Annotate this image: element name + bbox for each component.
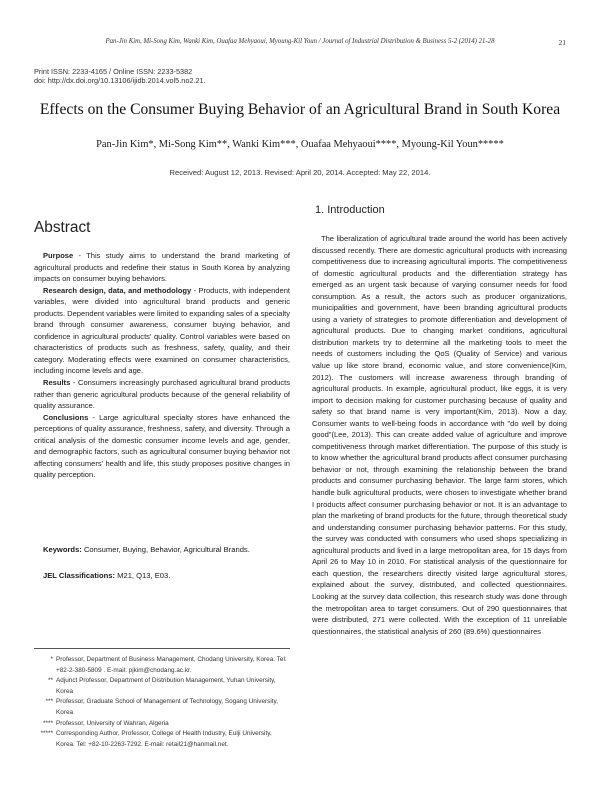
footnotes [34, 655, 290, 750]
introduction-heading: 1. Introduction [315, 204, 385, 216]
design-text: - Products, with independent variables, were divided into agricultural brand products and generic products. Dependent variables were limited to expanding sales of a specialty brand through consumer awareness, consumer buying behavior, and confidence in agricultural products' quality. Control variables were based on characteristics of products such as freshness, safety, quality, and their category. Moderating effects were examined on consumer characteristics, including income levels and age. [34, 285, 290, 376]
abstract-results [34, 377, 290, 412]
keywords-value: Consumer, Buying, Behavior, Agricultural Brands. [81, 545, 250, 554]
conclusions-text: - Large agricultural specialty stores have enhanced the perceptions of quality assurance, freshness, safety, and diversity. Through a critical analysis of the domestic consumer income levels and age, gender, and demographic factors, such as agricultural consumer buying behavior not affecting consumers' health and life, this study proposes positive changes in quality perception. [34, 412, 290, 480]
author-list: Pan-Jin Kim*, Mi-Song Kim**, Wanki Kim***, Ouafaa Mehyaoui****, Myoung-Kil Youn***** [96, 139, 504, 150]
footnote [34, 729, 290, 750]
jel-value: M21, Q13, E03. [115, 571, 171, 580]
design-label: Research design, data, and methodology [43, 285, 192, 295]
doi-line: doi: http://dx.doi.org/10.13106/ijidb.2014.vol5.no2.21. [34, 76, 206, 85]
results-label: Results [43, 378, 71, 388]
abstract-heading: Abstract [34, 219, 91, 236]
footnote-mark: ***** [40, 730, 53, 738]
footnote-mark: *** [45, 698, 53, 706]
footnote-text: Professor, Graduate School of Management of Technology, Sogang University, Korea [56, 698, 279, 716]
footnote-text: Adjunct Professor, Department of Distribution Management, Yuhan University, Korea [56, 677, 276, 695]
footnote [34, 676, 290, 697]
results-text: - Consumers increasingly purchased agricultural brand products rather than generic agricultural products because of the general reliability of quality assurance. [34, 378, 290, 411]
footnote [34, 697, 290, 718]
jel-label: JEL Classifications: [43, 571, 116, 580]
abstract-body [34, 250, 290, 481]
footnote-mark: * [50, 656, 53, 663]
running-head: Pan-Jin Kim, Mi-Song Kim, Wanki Kim, Ouafaa Mehyaoui, Myoung-Kil Youn / Journal of Industrial Distribution & Business 5-2 (2014) 21-28 [105, 38, 495, 45]
issn-line: Print ISSN: 2233-4165 / Online ISSN: 2233-5382 [34, 67, 193, 76]
footnote-mark: **** [43, 719, 53, 727]
issn-block [34, 67, 206, 85]
introduction-paragraph: The liberalization of agricultural trade around the world has been actively discussed recently. There are domestic agricultural products with increasing competitiveness due to increasing agricultural imports. The competitiveness of domestic agricultural products and the differentiation strategy has emerged as an urgent task because of varying consumer needs for food consumption. As a result, the actors such as producer organizations, municipalities and government, have been branding agricultural products using a variety of strategies to promote differentiation and development of agricultural products. Due to changing market conditions, agricultural distribution markets try to determine all the marketing tools to meet the needs of customers including the QoS (Quality of Service) and various value up like store brand, economic value, and store convenience(Kim, 2012). The customers will increase awareness through branding of agricultural products. In example, agricultural product, like eggs, it is very import to decision making for customer purchasing because of quality and safety so that brand name is very important(Kim, 2013). Now a day, Consumer wants to well-being foods in accordance with "do well by doing good"(Lee, 2013). This can create added value of agriculture and improve competitiveness through market differentiation. The purpose of this study is to know whether the agricultural brand products affect consumer purchasing behavior or not, through examining the relationship between the brand products and consumer purchasing behavior. The large farm stores, which handle bulk agricultural products, were chosen to investigate whether brand I products affect consumer purchasing behavior or not. It is an advantage to plan the marketing of brand products for the future, through theoretical study and understanding consumer purchasing behavior patterns. For this study, the survey was conducted with consumers who used shops specializing in agricultural products and lived in a large metropolitan area, for 15 days from April 26 to May 10 in 2010. For statistical analysis of the questionnaire for each question, the researchers directly visited large agricultural stores, explained about the survey, distributed, and collected questionnaires. Looking at the survey data collection, this research study was done through the metropolitan area to target consumers. Out of 290 questionnaires that were distributed, 271 were collected. With the exception of 11 unreliable questionnaires, the statistical analysis of 260 (89.6%) questionnaires [312, 234, 567, 636]
paper-title: Effects on the Consumer Buying Behavior of an Agricultural Brand in South Korea [39, 101, 561, 118]
footnote-text: Professor, University of Wahran, Algeria [56, 719, 169, 727]
abstract-purpose [34, 250, 290, 285]
footnote-mark: ** [48, 677, 53, 685]
footnote [34, 719, 290, 730]
purpose-text: - This study aims to understand the brand marketing of agricultural products and redefine their status in South Korea by analyzing impacts on consumer buying behaviors. [34, 251, 290, 284]
received-dates: Received: August 12, 2013. Revised: April 20, 2014. Accepted: May 22, 2014. [169, 168, 431, 177]
footnote [34, 655, 290, 676]
abstract-conclusions [34, 412, 290, 481]
footnote-text: Corresponding Author, Professor, College of Health Industry, Eulji University, Korea. Tel: +82-10-2263-7292. E-mail: retail21@hanmail.net. [56, 730, 272, 748]
footnote-text: Professor, Department of Business Management, Chodang University, Korea. Tel: +82-2-380-5809 . E-mail: pjkim@chodang.ac.kr. [56, 656, 287, 674]
jel-classifications [43, 571, 293, 580]
keywords [43, 545, 293, 554]
conclusions-label: Conclusions [43, 412, 89, 422]
footnote-divider [34, 648, 290, 649]
keywords-label: Keywords: [43, 545, 82, 554]
purpose-label: Purpose [43, 251, 74, 260]
abstract-design [34, 285, 290, 377]
page-number: 21 [558, 38, 566, 47]
introduction-body [312, 233, 567, 637]
